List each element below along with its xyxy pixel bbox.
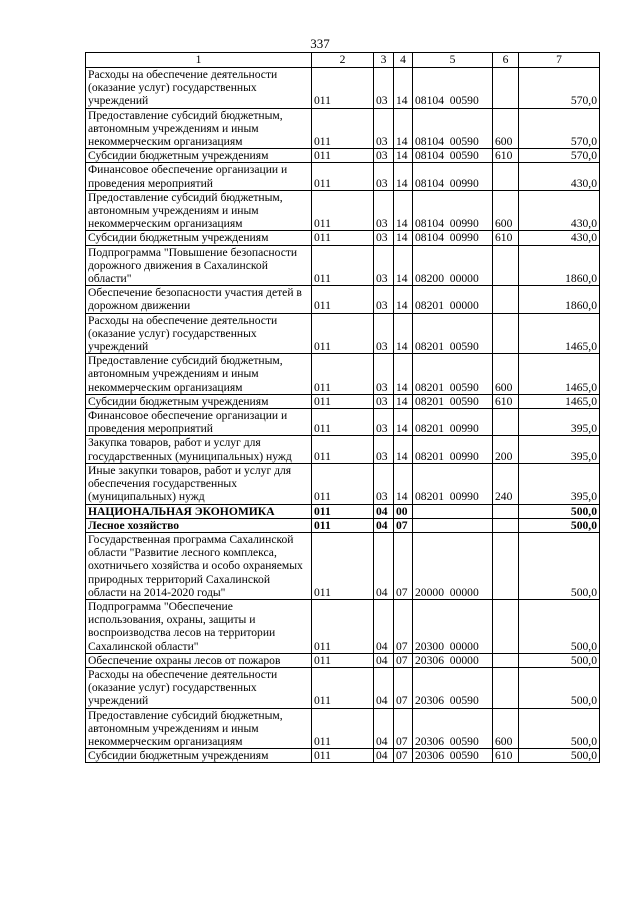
cell-expense-type (493, 163, 519, 190)
cell-section: 04 (374, 708, 394, 749)
cell-target-article: 08104 00990 (413, 163, 493, 190)
table-row (86, 409, 600, 436)
cell-section: 04 (374, 599, 394, 653)
header-row (86, 53, 600, 68)
cell-expense-type (493, 313, 519, 354)
table-row (86, 149, 600, 163)
cell-subsection: 07 (394, 599, 413, 653)
cell-admin-code: 011 (312, 108, 374, 149)
cell-section: 03 (374, 108, 394, 149)
cell-expense-type (493, 504, 519, 518)
col-header-1: 1 (86, 53, 312, 68)
cell-subsection: 14 (394, 394, 413, 408)
cell-subsection: 14 (394, 68, 413, 109)
cell-section: 03 (374, 354, 394, 395)
cell-subsection: 14 (394, 463, 413, 504)
cell-amount: 430,0 (519, 163, 600, 190)
row-name: Лесное хозяйство (86, 518, 312, 532)
cell-target-article: 08201 00000 (413, 286, 493, 313)
cell-section: 03 (374, 149, 394, 163)
cell-expense-type: 610 (493, 149, 519, 163)
cell-expense-type (493, 518, 519, 532)
cell-subsection: 07 (394, 667, 413, 708)
cell-subsection: 14 (394, 231, 413, 245)
row-name: Субсидии бюджетным учреждениям (86, 149, 312, 163)
cell-target-article: 20306 00590 (413, 667, 493, 708)
cell-target-article: 08201 00590 (413, 354, 493, 395)
table-row (86, 436, 600, 463)
table-row (86, 749, 600, 763)
cell-amount: 1465,0 (519, 354, 600, 395)
cell-admin-code: 011 (312, 463, 374, 504)
cell-section: 03 (374, 286, 394, 313)
cell-admin-code: 011 (312, 286, 374, 313)
cell-section: 03 (374, 163, 394, 190)
table-row (86, 245, 600, 286)
cell-subsection: 00 (394, 504, 413, 518)
cell-expense-type (493, 599, 519, 653)
cell-section: 03 (374, 245, 394, 286)
cell-expense-type (493, 286, 519, 313)
cell-expense-type (493, 667, 519, 708)
cell-target-article: 08201 00990 (413, 436, 493, 463)
table-body (86, 68, 600, 763)
cell-admin-code: 011 (312, 532, 374, 599)
cell-target-article (413, 518, 493, 532)
table-row (86, 504, 600, 518)
cell-admin-code: 011 (312, 667, 374, 708)
cell-expense-type: 600 (493, 354, 519, 395)
cell-admin-code: 011 (312, 190, 374, 231)
cell-amount: 395,0 (519, 436, 600, 463)
row-name: Субсидии бюджетным учреждениям (86, 749, 312, 763)
cell-amount: 570,0 (519, 68, 600, 109)
cell-admin-code: 011 (312, 354, 374, 395)
table-row (86, 190, 600, 231)
cell-section: 03 (374, 313, 394, 354)
cell-admin-code: 011 (312, 708, 374, 749)
table-row (86, 354, 600, 395)
cell-amount: 395,0 (519, 409, 600, 436)
row-name: Финансовое обеспечение организации и проведения мероприятий (86, 409, 312, 436)
cell-admin-code: 011 (312, 68, 374, 109)
table-row (86, 653, 600, 667)
col-header-7: 7 (519, 53, 600, 68)
cell-expense-type: 600 (493, 708, 519, 749)
cell-target-article: 20306 00000 (413, 653, 493, 667)
table-row (86, 68, 600, 109)
cell-subsection: 14 (394, 190, 413, 231)
cell-section: 03 (374, 190, 394, 231)
table-row (86, 463, 600, 504)
cell-section: 03 (374, 463, 394, 504)
cell-section: 04 (374, 532, 394, 599)
row-name: Предоставление субсидий бюджетным, автономным учреждениям и иным некоммерческим организациям (86, 354, 312, 395)
cell-amount: 570,0 (519, 108, 600, 149)
cell-amount: 1860,0 (519, 286, 600, 313)
cell-expense-type: 600 (493, 108, 519, 149)
cell-admin-code: 011 (312, 313, 374, 354)
cell-subsection: 07 (394, 532, 413, 599)
row-name: Подпрограмма "Повышение безопасности дорожного движения в Сахалинской области" (86, 245, 312, 286)
cell-section: 04 (374, 667, 394, 708)
col-header-5: 5 (413, 53, 493, 68)
cell-target-article: 08201 00590 (413, 313, 493, 354)
cell-amount: 570,0 (519, 149, 600, 163)
table-row (86, 518, 600, 532)
row-name: Расходы на обеспечение деятельности (оказание услуг) государственных учреждений (86, 68, 312, 109)
table-row (86, 108, 600, 149)
cell-admin-code: 011 (312, 163, 374, 190)
cell-subsection: 14 (394, 108, 413, 149)
cell-section: 04 (374, 504, 394, 518)
cell-section: 03 (374, 394, 394, 408)
cell-expense-type: 200 (493, 436, 519, 463)
cell-subsection: 07 (394, 708, 413, 749)
table-row (86, 599, 600, 653)
cell-amount: 500,0 (519, 708, 600, 749)
row-name: Закупка товаров, работ и услуг для государственных (муниципальных) нужд (86, 436, 312, 463)
cell-amount: 430,0 (519, 190, 600, 231)
col-header-3: 3 (374, 53, 394, 68)
row-name: Государственная программа Сахалинской области "Развитие лесного комплекса, охотничьего хозяйства и особо охраняемых природных территорий Сахалинской области на 2014-2020 годы" (86, 532, 312, 599)
budget-table (85, 52, 600, 763)
cell-section: 04 (374, 749, 394, 763)
table-row (86, 532, 600, 599)
table-row (86, 231, 600, 245)
cell-admin-code: 011 (312, 749, 374, 763)
cell-target-article (413, 504, 493, 518)
row-name: Предоставление субсидий бюджетным, автономным учреждениям и иным некоммерческим организациям (86, 708, 312, 749)
cell-subsection: 14 (394, 409, 413, 436)
row-name: Иные закупки товаров, работ и услуг для обеспечения государственных (муниципальных) нужд (86, 463, 312, 504)
cell-section: 03 (374, 409, 394, 436)
cell-target-article: 08201 00990 (413, 463, 493, 504)
row-name: НАЦИОНАЛЬНАЯ ЭКОНОМИКА (86, 504, 312, 518)
cell-admin-code: 011 (312, 436, 374, 463)
cell-subsection: 14 (394, 149, 413, 163)
cell-amount: 500,0 (519, 599, 600, 653)
cell-target-article: 20300 00000 (413, 599, 493, 653)
row-name: Обеспечение безопасности участия детей в дорожном движении (86, 286, 312, 313)
cell-subsection: 14 (394, 245, 413, 286)
cell-target-article: 08200 00000 (413, 245, 493, 286)
row-name: Предоставление субсидий бюджетным, автономным учреждениям и иным некоммерческим организациям (86, 108, 312, 149)
cell-expense-type (493, 532, 519, 599)
cell-target-article: 08104 00990 (413, 231, 493, 245)
cell-amount: 430,0 (519, 231, 600, 245)
cell-amount: 500,0 (519, 667, 600, 708)
cell-expense-type (493, 409, 519, 436)
cell-subsection: 07 (394, 653, 413, 667)
cell-target-article: 20000 00000 (413, 532, 493, 599)
cell-amount: 500,0 (519, 653, 600, 667)
cell-section: 03 (374, 231, 394, 245)
cell-target-article: 08201 00590 (413, 394, 493, 408)
cell-target-article: 08104 00590 (413, 68, 493, 109)
table-row (86, 313, 600, 354)
cell-subsection: 14 (394, 163, 413, 190)
cell-expense-type: 600 (493, 190, 519, 231)
cell-amount: 500,0 (519, 532, 600, 599)
cell-admin-code: 011 (312, 394, 374, 408)
cell-section: 04 (374, 653, 394, 667)
col-header-2: 2 (312, 53, 374, 68)
cell-target-article: 20306 00590 (413, 749, 493, 763)
cell-subsection: 14 (394, 286, 413, 313)
cell-section: 03 (374, 68, 394, 109)
cell-admin-code: 011 (312, 518, 374, 532)
row-name: Субсидии бюджетным учреждениям (86, 394, 312, 408)
cell-amount: 1860,0 (519, 245, 600, 286)
cell-section: 04 (374, 518, 394, 532)
page-number: 337 (310, 36, 330, 51)
table-row (86, 163, 600, 190)
cell-subsection: 07 (394, 749, 413, 763)
cell-target-article: 08104 00990 (413, 190, 493, 231)
cell-expense-type (493, 68, 519, 109)
cell-admin-code: 011 (312, 245, 374, 286)
cell-target-article: 08201 00990 (413, 409, 493, 436)
col-header-6: 6 (493, 53, 519, 68)
cell-subsection: 14 (394, 313, 413, 354)
cell-admin-code: 011 (312, 149, 374, 163)
cell-expense-type (493, 653, 519, 667)
cell-expense-type: 610 (493, 394, 519, 408)
cell-target-article: 08104 00590 (413, 149, 493, 163)
cell-subsection: 14 (394, 354, 413, 395)
cell-subsection: 07 (394, 518, 413, 532)
row-name: Подпрограмма "Обеспечение использования, охраны, защиты и воспроизводства лесов на территории Сахалинской области" (86, 599, 312, 653)
row-name: Финансовое обеспечение организации и проведения мероприятий (86, 163, 312, 190)
row-name: Обеспечение охраны лесов от пожаров (86, 653, 312, 667)
table-row (86, 286, 600, 313)
cell-amount: 500,0 (519, 504, 600, 518)
cell-expense-type: 610 (493, 231, 519, 245)
cell-admin-code: 011 (312, 231, 374, 245)
cell-amount: 395,0 (519, 463, 600, 504)
cell-section: 03 (374, 436, 394, 463)
cell-amount: 1465,0 (519, 394, 600, 408)
cell-amount: 1465,0 (519, 313, 600, 354)
cell-target-article: 08104 00590 (413, 108, 493, 149)
row-name: Расходы на обеспечение деятельности (оказание услуг) государственных учреждений (86, 667, 312, 708)
cell-amount: 500,0 (519, 518, 600, 532)
cell-subsection: 14 (394, 436, 413, 463)
cell-expense-type (493, 245, 519, 286)
cell-expense-type: 610 (493, 749, 519, 763)
cell-expense-type: 240 (493, 463, 519, 504)
row-name: Субсидии бюджетным учреждениям (86, 231, 312, 245)
cell-admin-code: 011 (312, 599, 374, 653)
cell-admin-code: 011 (312, 653, 374, 667)
cell-admin-code: 011 (312, 409, 374, 436)
cell-amount: 500,0 (519, 749, 600, 763)
table-row (86, 708, 600, 749)
col-header-4: 4 (394, 53, 413, 68)
row-name: Предоставление субсидий бюджетным, автономным учреждениям и иным некоммерческим организациям (86, 190, 312, 231)
row-name: Расходы на обеспечение деятельности (оказание услуг) государственных учреждений (86, 313, 312, 354)
cell-target-article: 20306 00590 (413, 708, 493, 749)
table-row (86, 667, 600, 708)
cell-admin-code: 011 (312, 504, 374, 518)
table-row (86, 394, 600, 408)
